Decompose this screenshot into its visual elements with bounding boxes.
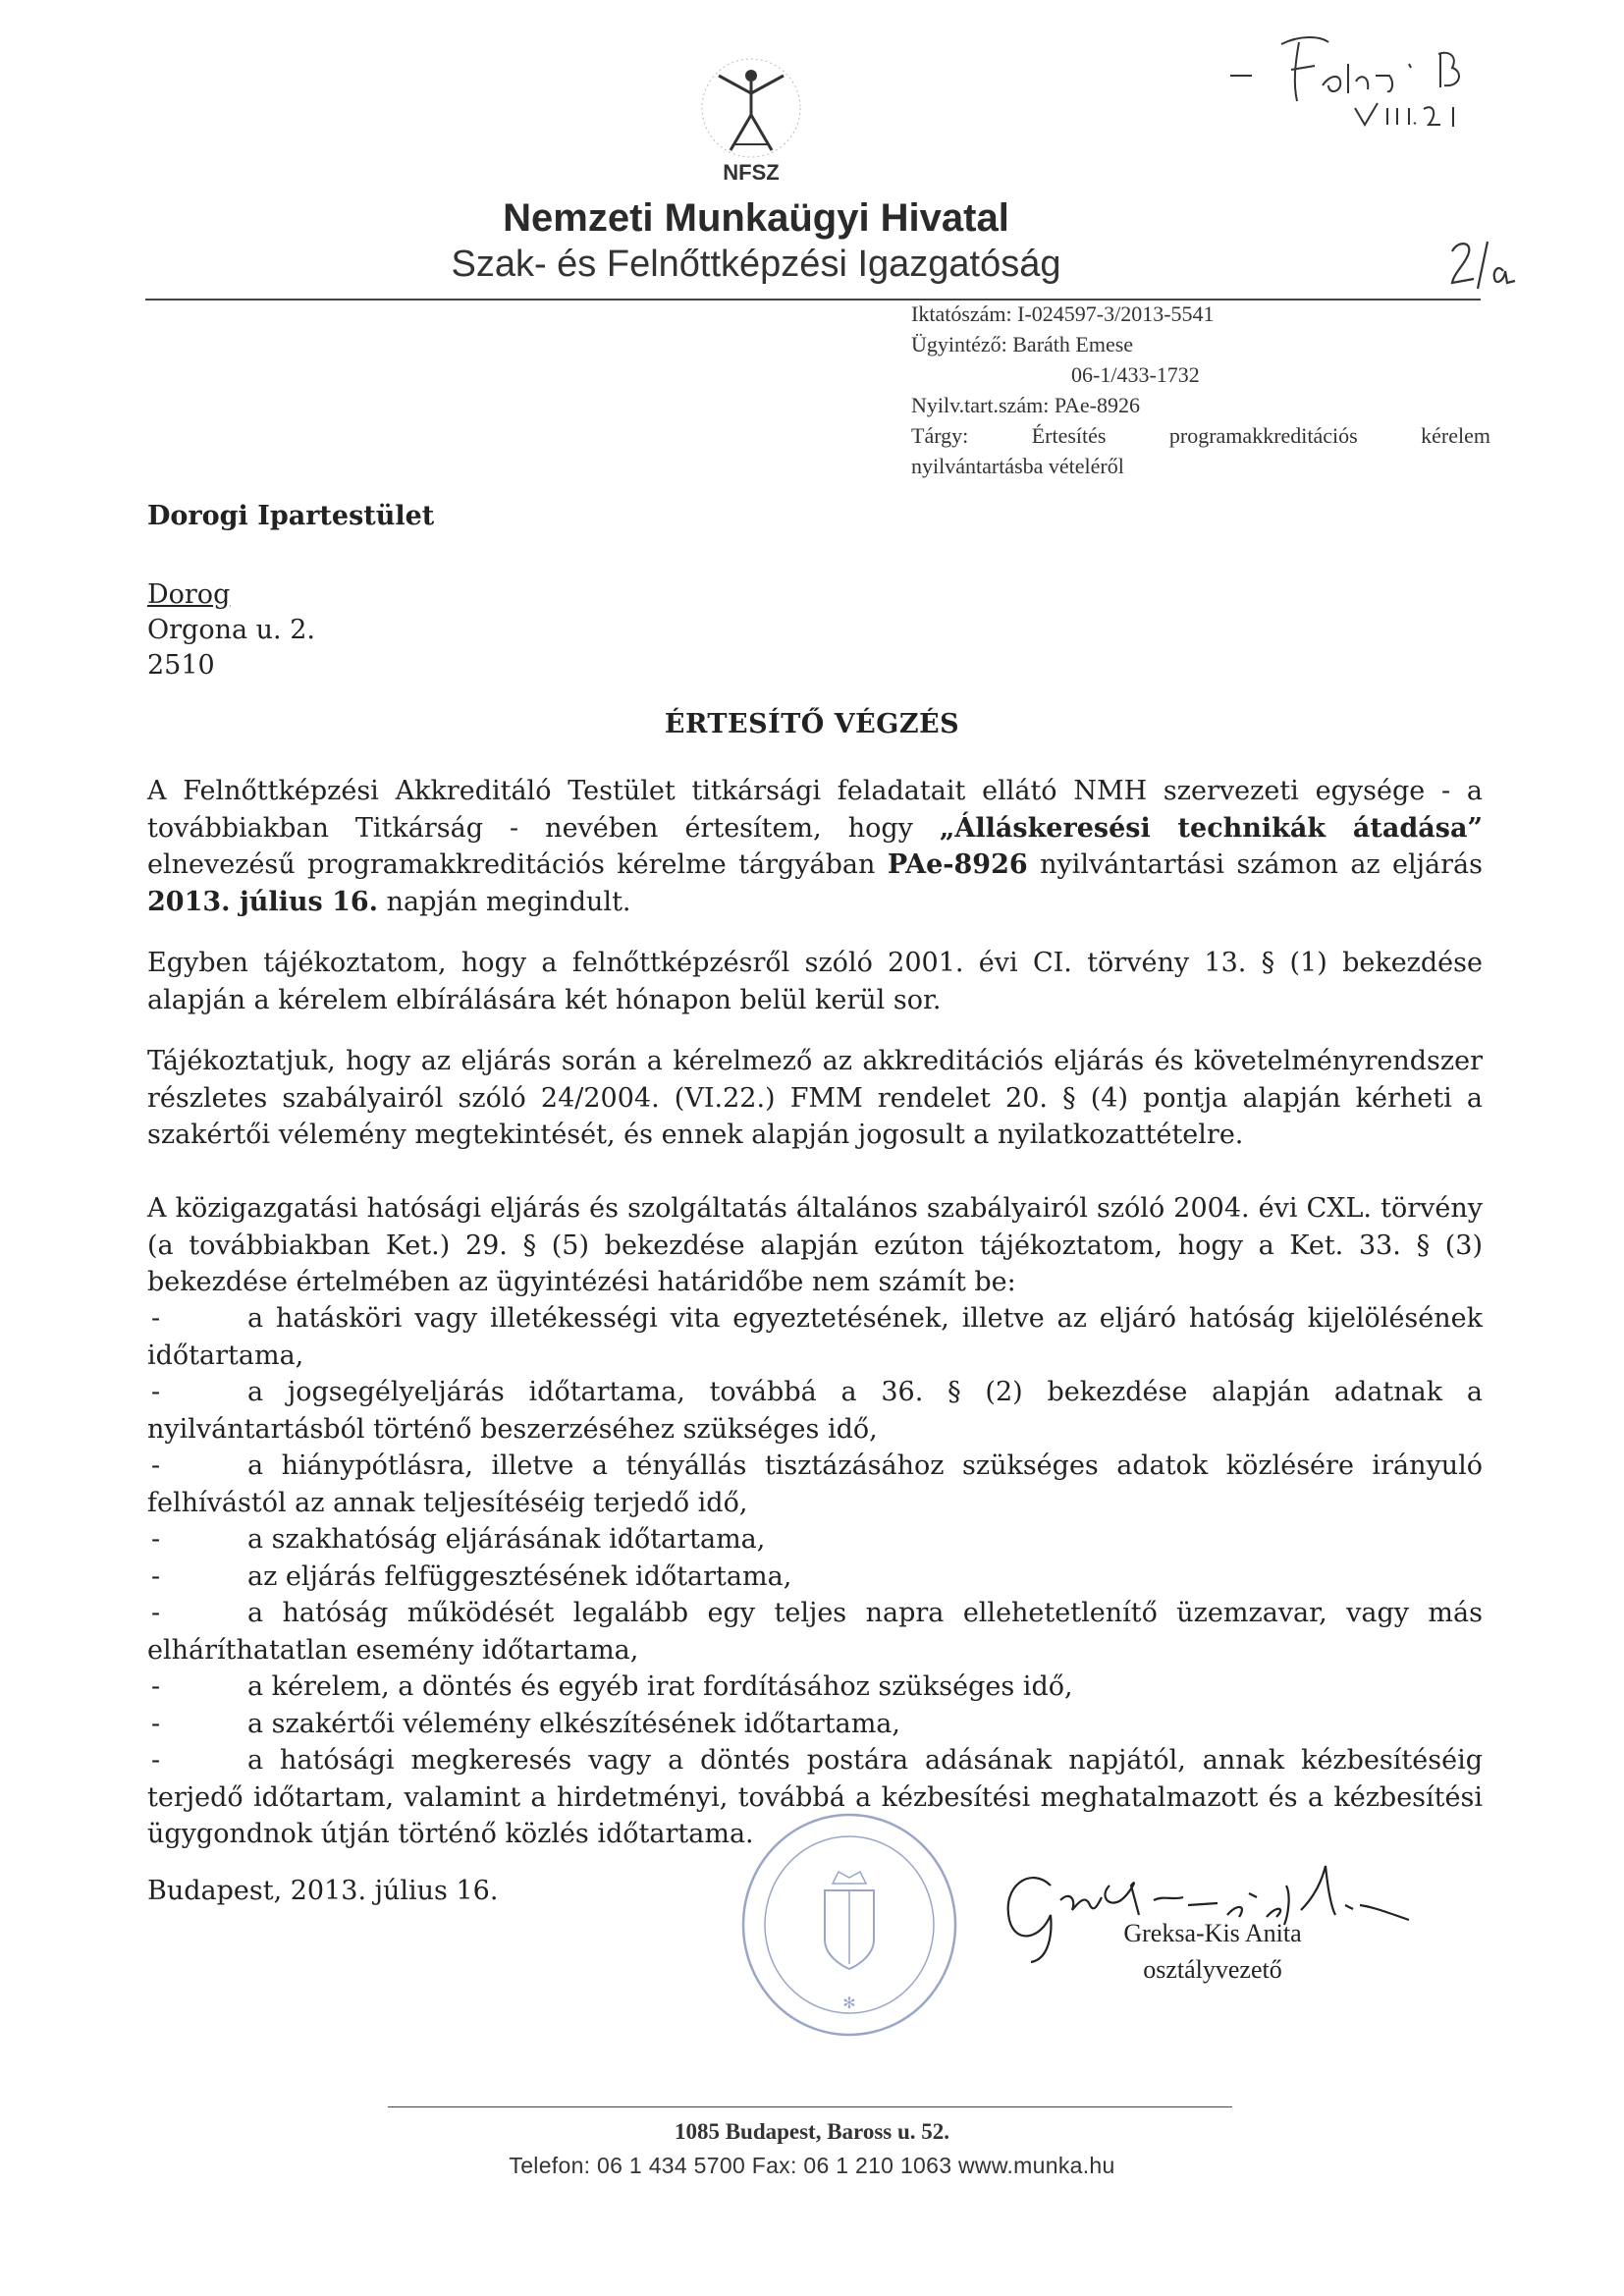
list-dash: - [151,1598,161,1628]
list-item-text: a hatóság működését legalább egy teljes napra ellehetetlenítő üzemzavar, vagy más elháríthatatlan esemény időtartama, [147,1598,1483,1666]
place-and-date: Budapest, 2013. július 16. [147,1876,499,1906]
addressee-city: Dorog [147,579,231,610]
list-item-text: a szakértői vélemény elkészítésének időtartama, [247,1708,900,1739]
list-dash: - [151,1560,161,1592]
officer-phone: 06-1/433-1732 [1071,362,1200,387]
p1-text-a: A Felnőttképzési Akkreditáló Testület titkársági feladatait ellátó NMH szervezeti egysége - a továbbiakban Titkárság - nevében értesítem, hogy [147,776,1483,844]
footer-address: 1085 Budapest, Baross u. 52. [674,2119,950,2144]
excluded-periods-list [147,1300,1483,1853]
list-item [147,1668,1483,1706]
case-officer: Ügyintéző: Baráth Emese [911,332,1134,356]
procedure-start-date: 2013. július 16. [147,886,379,917]
list-item [147,1706,1483,1743]
logo-caption: NFSZ [723,160,780,185]
list-item [147,1558,1483,1596]
list-dash: - [151,1450,161,1481]
list-item-text: az eljárás felfüggesztésének időtartama, [247,1560,792,1592]
list-item-text: a jogsegélyeljárás időtartama, továbbá a 36. § (2) bekezdése alapján adatnak a nyilvántartásból történő beszerzéséhez szükséges idő, [147,1377,1483,1445]
record-number: Nyilv.tart.szám: PAe-8926 [911,393,1141,417]
program-name: „Álláskeresési technikák átadása” [939,812,1483,844]
list-item [147,1595,1483,1668]
paragraph-expert-opinion: Tájékoztatjuk, hogy az eljárás során a kérelmező az akkreditációs eljárás és követelményrendszer részletes szabályairól szóló 24/2004. (VI.22.) FMM rendelet 20. § (4) pontja alapján kérheti a szakértői vélemény megtekintését, és ennek alapján jogosult a nyilatkozattételre. [147,1046,1483,1150]
p1-record-number: PAe-8926 [887,849,1028,880]
signer-title: osztályvezető [1143,1955,1282,1984]
handwritten-page-ref [1448,234,1537,293]
logo-emblem [668,54,835,162]
handwritten-annotation-top [1213,25,1507,133]
list-item-text: a kérelem, a döntés és egyéb irat fordításához szükséges idő, [247,1671,1073,1702]
addressee-zip: 2510 [147,650,215,681]
footer-divider [388,2106,1232,2107]
addressee-name: Dorogi Ipartestület [147,501,435,531]
paragraph-deadline: Egyben tájékoztatom, hogy a felnőttképzésről szóló 2001. évi CI. törvény 13. § (1) bekezdése alapján a kérelem elbírálására két hónapon belül kerül sor. [147,948,1483,1015]
registration-number: Iktatószám: I-024597-3/2013-5541 [911,301,1215,326]
signer-name: Greksa-Kis Anita [1123,1919,1302,1947]
list-dash: - [151,1671,161,1702]
org-name: Nemzeti Munkaügyi Hivatal [503,196,1009,240]
document-metadata [911,299,1490,481]
addressee-street: Orgona u. 2. [147,615,315,645]
addressee-block [147,499,434,683]
paragraph-ket-rules: A közigazgatási hatósági eljárás és szolgáltatás általános szabályairól szóló 2004. évi CXL. törvény (a továbbiakban Ket.) 29. § (5) bekezdése alapján ezúton tájékoztatom, hogy a Ket. 33. § (3) bekezdése értelmében az ügyintézési határidőbe nem számít be: [147,1193,1483,1297]
list-dash: - [151,1708,161,1739]
signer-block [1090,1915,1335,1988]
list-dash: - [151,1303,161,1334]
list-item-text: a hatásköri vagy illetékességi vita egyeztetésének, illetve az eljáró hatóság kijelölésének időtartama, [147,1303,1483,1371]
svg-text:✻: ✻ [842,1994,856,2012]
list-item [147,1300,1483,1374]
official-stamp [736,1807,962,2043]
list-item-text: a hatósági megkeresés vagy a döntés postára adásának napjától, annak kézbesítéséig terjedő időtartam, valamint a hirdetményi, továbbá a kézbesítési meghatalmazott és a kézbesítési ügygondnok útján történő közlés időtartama. [147,1745,1483,1849]
org-department: Szak- és Felnőttképzési Igazgatóság [451,244,1061,285]
list-dash: - [151,1745,161,1776]
paragraph-notification [147,773,1483,920]
list-item-text: a szakhatóság eljárásának időtartama, [247,1524,766,1555]
nfsz-logo [668,54,835,201]
p1-text-c: nyilvántartási számon az eljárás [1027,849,1484,880]
document-title: ÉRTESÍTŐ VÉGZÉS [664,709,960,739]
list-dash: - [151,1524,161,1555]
list-item [147,1448,1483,1521]
p1-text-b: elnevezésű programakkreditációs kérelme tárgyában [147,849,888,880]
list-item [147,1374,1483,1448]
footer-contact: Telefon: 06 1 434 5700 Fax: 06 1 210 1063 www.munka.hu [509,2153,1115,2178]
subject-line-1: Tárgy: Értesítés programakkreditációs kérelem [911,423,1490,448]
subject-line-2: nyilvántartásba vételéről [911,454,1124,478]
p1-text-d: napján megindult. [378,886,631,917]
list-item [147,1521,1483,1558]
list-dash: - [151,1377,161,1407]
list-item-text: a hiánypótlásra, illetve a tényállás tisztázásához szükséges adatok közlésére irányuló felhívástól az annak teljesítéséig terjedő idő, [147,1450,1483,1518]
